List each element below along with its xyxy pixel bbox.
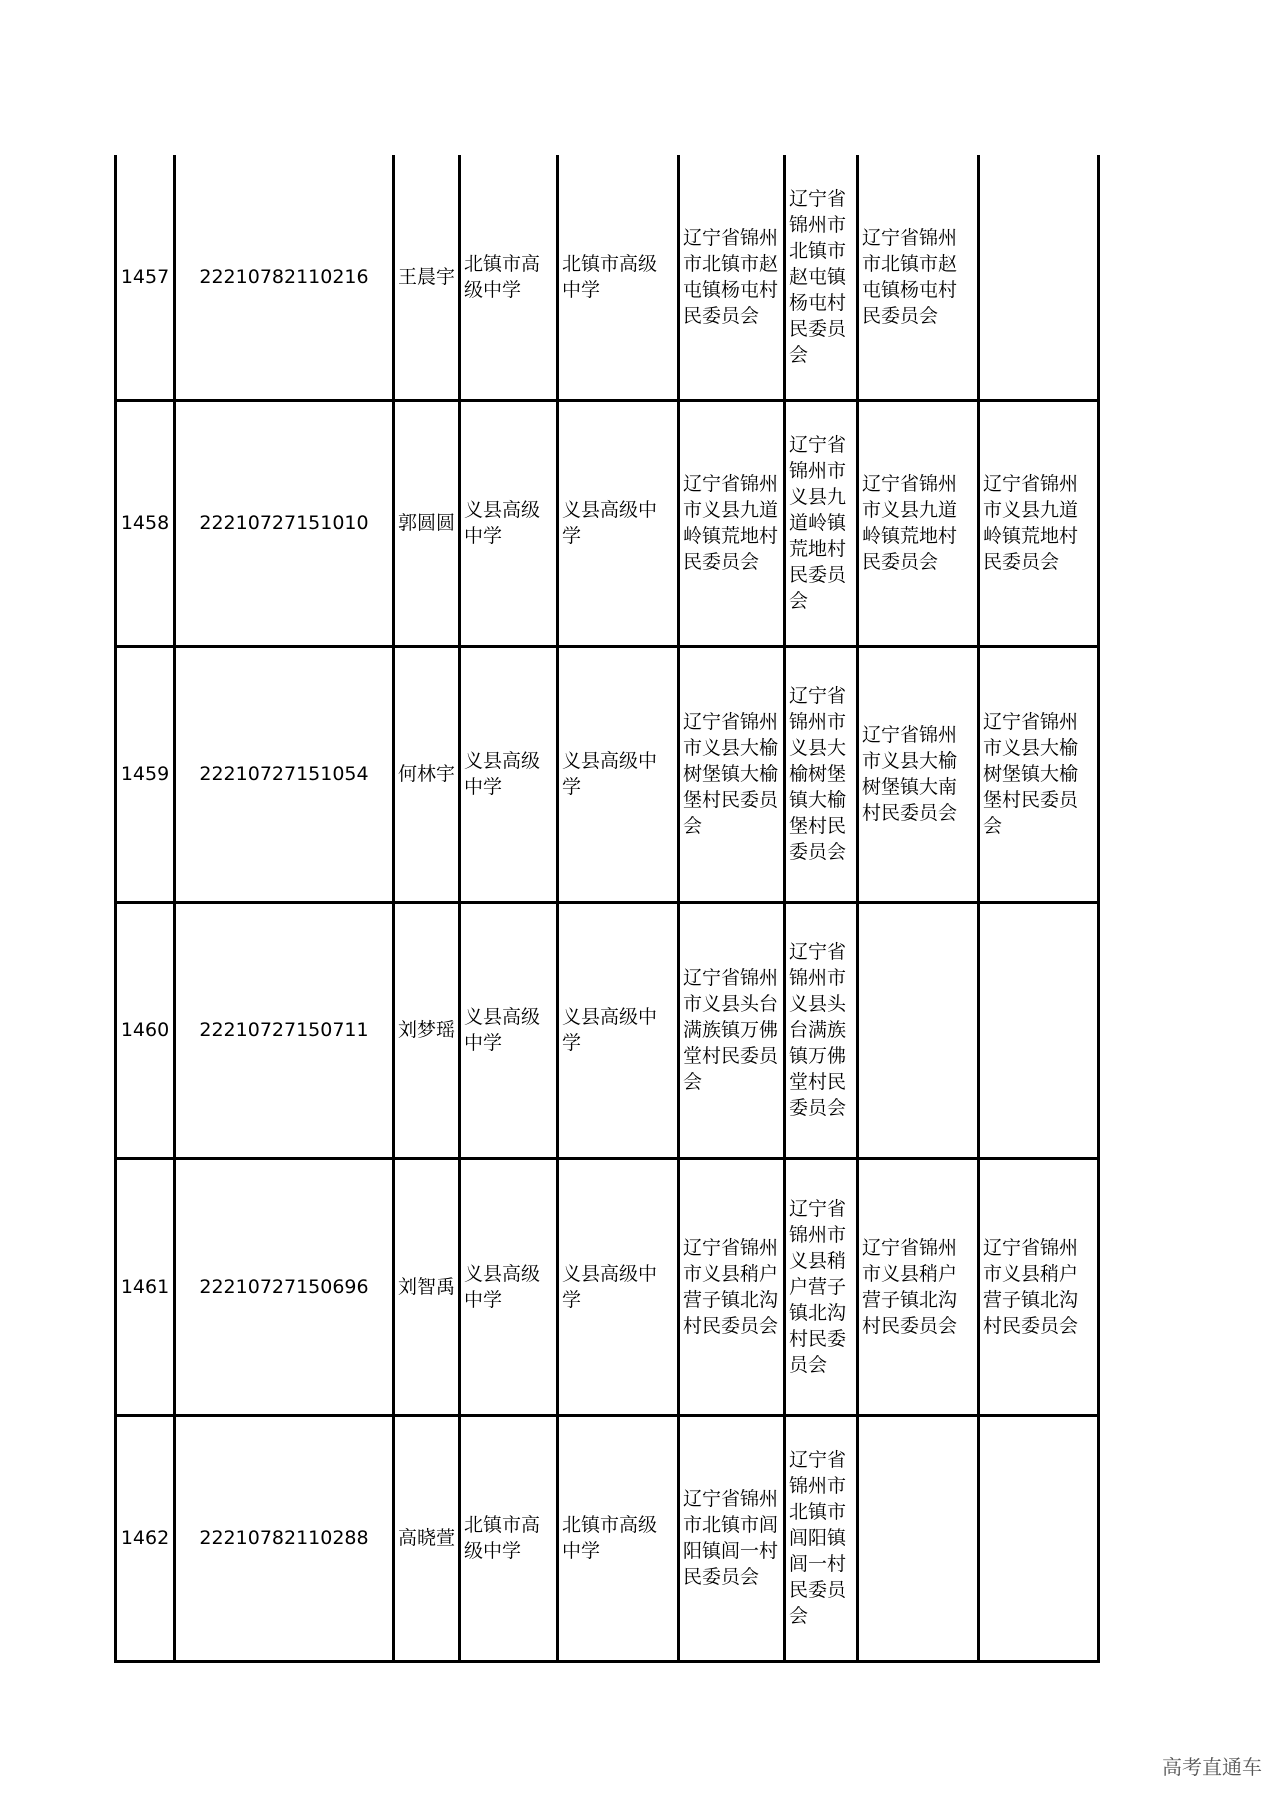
cell-address-1: 辽宁省锦州市义县稍户营子镇北沟村民委员会: [679, 1158, 785, 1415]
cell-seq: 1457: [116, 155, 175, 400]
cell-address-1: 辽宁省锦州市义县头台满族镇万佛堂村民委员会: [679, 902, 785, 1158]
cell-address-4: 辽宁省锦州市义县大榆树堡镇大榆堡村民委员会: [979, 646, 1099, 902]
cell-school-2: 北镇市高级中学: [558, 155, 679, 400]
cell-school: 义县高级中学: [460, 1158, 558, 1415]
cell-school-2: 义县高级中学: [558, 400, 679, 646]
cell-student-name: 刘梦瑶: [394, 902, 460, 1158]
cell-student-name: 刘智禹: [394, 1158, 460, 1415]
cell-exam-id: 22210727151010: [175, 400, 394, 646]
table-row: [116, 902, 1099, 1158]
cell-address-4: 辽宁省锦州市义县九道岭镇荒地村民委员会: [979, 400, 1099, 646]
cell-address-3: 辽宁省锦州市义县稍户营子镇北沟村民委员会: [858, 1158, 979, 1415]
cell-address-4: [979, 902, 1099, 1158]
cell-address-3: 辽宁省锦州市北镇市赵屯镇杨屯村民委员会: [858, 155, 979, 400]
cell-address-4: [979, 1415, 1099, 1661]
cell-address-4: [979, 155, 1099, 400]
cell-address-3: [858, 902, 979, 1158]
cell-address-3: 辽宁省锦州市义县大榆树堡镇大南村民委员会: [858, 646, 979, 902]
cell-exam-id: 22210727150711: [175, 902, 394, 1158]
table-row: [116, 646, 1099, 902]
cell-address-2: 辽宁省锦州市义县头台满族镇万佛堂村民委员会: [785, 902, 858, 1158]
cell-address-1: 辽宁省锦州市北镇市闾阳镇闾一村民委员会: [679, 1415, 785, 1661]
cell-address-4: 辽宁省锦州市义县稍户营子镇北沟村民委员会: [979, 1158, 1099, 1415]
cell-address-2: 辽宁省锦州市义县大榆树堡镇大榆堡村民委员会: [785, 646, 858, 902]
cell-address-1: 辽宁省锦州市北镇市赵屯镇杨屯村民委员会: [679, 155, 785, 400]
roster-table: [114, 155, 1100, 1663]
table-row: [116, 1158, 1099, 1415]
cell-seq: 1459: [116, 646, 175, 902]
cell-student-name: 高晓萱: [394, 1415, 460, 1661]
cell-seq: 1458: [116, 400, 175, 646]
table-row: [116, 1415, 1099, 1661]
cell-school: 北镇市高级中学: [460, 155, 558, 400]
cell-address-3: [858, 1415, 979, 1661]
cell-school-2: 义县高级中学: [558, 1158, 679, 1415]
cell-exam-id: 22210727151054: [175, 646, 394, 902]
cell-school: 义县高级中学: [460, 902, 558, 1158]
cell-school: 义县高级中学: [460, 400, 558, 646]
cell-student-name: 何林宇: [394, 646, 460, 902]
cell-exam-id: 22210782110216: [175, 155, 394, 400]
table-row: [116, 155, 1099, 400]
cell-address-1: 辽宁省锦州市义县大榆树堡镇大榆堡村民委员会: [679, 646, 785, 902]
cell-seq: 1460: [116, 902, 175, 1158]
cell-school: 义县高级中学: [460, 646, 558, 902]
watermark-text: 高考直通车: [1162, 1755, 1262, 1779]
cell-address-1: 辽宁省锦州市义县九道岭镇荒地村民委员会: [679, 400, 785, 646]
cell-address-2: 辽宁省锦州市北镇市赵屯镇杨屯村民委员会: [785, 155, 858, 400]
cell-school-2: 义县高级中学: [558, 902, 679, 1158]
cell-address-2: 辽宁省锦州市北镇市闾阳镇闾一村民委员会: [785, 1415, 858, 1661]
cell-school: 北镇市高级中学: [460, 1415, 558, 1661]
cell-address-3: 辽宁省锦州市义县九道岭镇荒地村民委员会: [858, 400, 979, 646]
cell-seq: 1461: [116, 1158, 175, 1415]
cell-school-2: 义县高级中学: [558, 646, 679, 902]
cell-address-2: 辽宁省锦州市义县稍户营子镇北沟村民委员会: [785, 1158, 858, 1415]
cell-exam-id: 22210727150696: [175, 1158, 394, 1415]
cell-exam-id: 22210782110288: [175, 1415, 394, 1661]
cell-student-name: 王晨宇: [394, 155, 460, 400]
cell-seq: 1462: [116, 1415, 175, 1661]
cell-school-2: 北镇市高级中学: [558, 1415, 679, 1661]
table-row: [116, 400, 1099, 646]
roster-body: [116, 155, 1099, 1661]
cell-address-2: 辽宁省锦州市义县九道岭镇荒地村民委员会: [785, 400, 858, 646]
cell-student-name: 郭圆圆: [394, 400, 460, 646]
